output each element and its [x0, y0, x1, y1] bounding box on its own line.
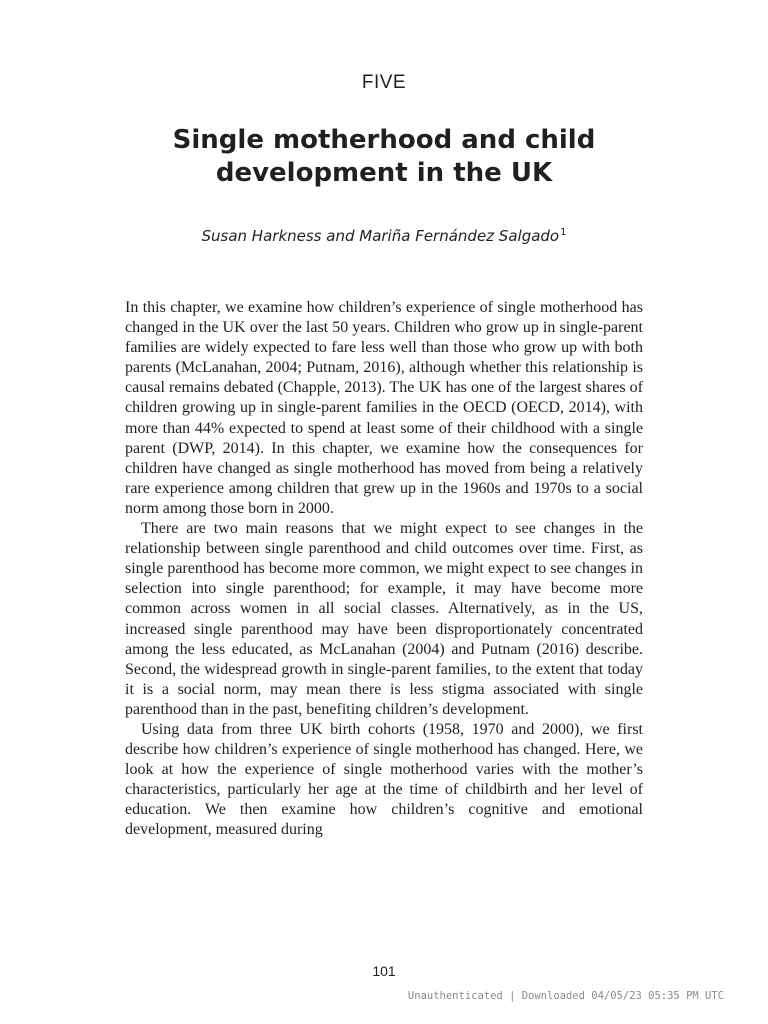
download-notice: Unauthenticated | Downloaded 04/05/23 05:35 PM UTC [407, 990, 724, 1002]
body-paragraph-3: Using data from three UK birth cohorts (1958, 1970 and 2000), we first describe how children’s experience of single motherhood has changed. Here, we look at how the experience of single motherhood varies with the mother’s characteristics, particularly her age at the time of childbirth and her level of education. We then examine how children’s cognitive and emotional development, measured during [125, 720, 643, 839]
body-paragraph-2: There are two main reasons that we might expect to see changes in the relationship between single parenthood and child outcomes over time. First, as single parenthood has become more common, we might expect to see changes in selection into single parenthood; for example, it may have become more common across women in all social classes. Alternatively, as in the US, increased single parenthood may have been disproportionately concentrated among the less educated, as McLanahan (2004) and Putnam (2016) describe. Second, the widespread growth in single-parent families, to the extent that today it is a social norm, may mean there is less stigma associated with single parenthood than in the past, benefiting children’s development. [125, 520, 643, 718]
chapter-number-label: FIVE [361, 72, 407, 93]
chapter-authors [0, 227, 768, 245]
chapter-title: Single motherhood and child development in the UK [172, 125, 596, 188]
chapter-body [125, 298, 643, 841]
author-names: Susan Harkness and Mariña Fernández Salgado [201, 227, 560, 245]
body-paragraph-1: In this chapter, we examine how children’s experience of single motherhood has changed in the UK over the last 50 years. Children who grow up in single-parent families are widely expected to fare less well than those who grow up with both parents (McLanahan, 2004; Putnam, 2016), although whether this relationship is causal remains debated (Chapple, 2013). The UK has one of the largest shares of children growing up in single-parent families in the OECD (OECD, 2014), with more than 44% expected to spend at least some of their childhood with a single parent (DWP, 2014). In this chapter, we examine how the consequences for children have changed as single motherhood has moved from being a relatively rare experience among children that grew up in the 1960s and 1970s to a social norm among those born in 2000. [125, 299, 643, 517]
page-number: 101 [372, 963, 396, 979]
author-footnote-marker[interactable]: 1 [560, 227, 567, 238]
